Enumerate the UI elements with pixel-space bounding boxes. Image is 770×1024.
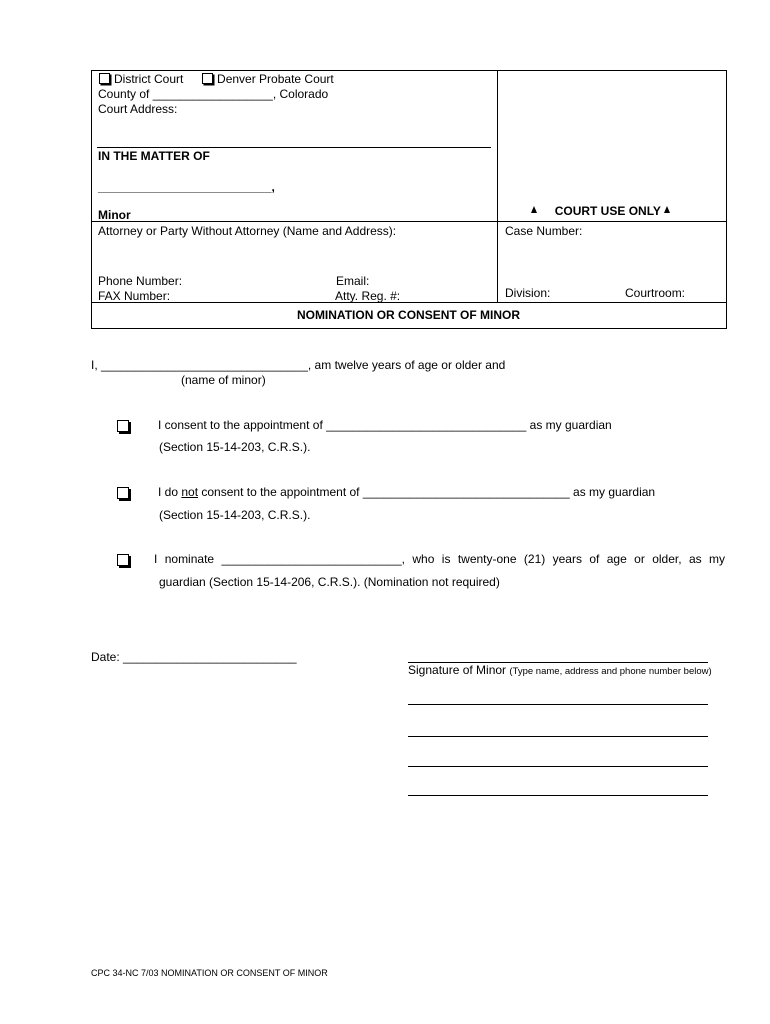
not-consent-option-line2: (Section 15-14-203, C.R.S.). <box>159 508 311 522</box>
county-line[interactable]: County of __________________, Colorado <box>98 87 329 101</box>
form-title: NOMINATION OR CONSENT OF MINOR <box>296 308 521 322</box>
matter-name-field[interactable]: __________________________, <box>98 180 275 194</box>
signature-note: (Type name, address and phone number below) <box>509 666 712 677</box>
not-emphasis: not <box>181 485 199 499</box>
name-line[interactable] <box>408 704 708 705</box>
up-arrow-icon <box>664 206 670 213</box>
court-address-label: Court Address: <box>98 102 178 116</box>
division-label: Division: <box>505 286 551 300</box>
signature-label: Signature of Minor (Type name, address and phone number below) <box>408 663 712 677</box>
atty-reg-label: Atty. Reg. #: <box>335 289 401 303</box>
not-consent-option-line1[interactable]: I do not consent to the appointment of _______________________________ as my guardian <box>158 485 656 499</box>
court-type-row <box>99 72 334 86</box>
caption-divider-vertical <box>497 70 498 302</box>
case-number-label: Case Number: <box>505 224 583 238</box>
consent-checkbox[interactable] <box>117 420 129 432</box>
email-label: Email: <box>336 274 370 288</box>
intro-caption: (name of minor) <box>181 373 266 387</box>
nominate-option-line1[interactable]: I nominate ___________________________, who is twenty-one (21) years of age or older, as my <box>154 552 725 566</box>
attorney-label: Attorney or Party Without Attorney (Name and Address): <box>98 224 397 238</box>
consent-option-line2: (Section 15-14-203, C.R.S.). <box>159 440 311 454</box>
address-line-2[interactable] <box>408 766 708 767</box>
court-address-line <box>97 147 491 148</box>
caption-divider-row1 <box>91 221 726 222</box>
fax-number-label: FAX Number: <box>98 289 171 303</box>
footer-form-id: CPC 34-NC 7/03 NOMINATION OR CONSENT OF MINOR <box>91 968 328 978</box>
caption-divider-row2 <box>91 302 726 303</box>
minor-label: Minor <box>98 208 131 222</box>
in-the-matter-of-heading: IN THE MATTER OF <box>98 149 210 163</box>
nominate-checkbox[interactable] <box>117 554 129 566</box>
court-use-only-label: COURT USE ONLY <box>531 204 670 218</box>
not-consent-checkbox[interactable] <box>117 487 129 499</box>
date-field[interactable]: Date: __________________________ <box>91 650 297 664</box>
up-arrow-icon <box>531 206 537 213</box>
denver-probate-court-label: Denver Probate Court <box>217 72 334 86</box>
courtroom-label: Courtroom: <box>625 286 686 300</box>
consent-option-line1[interactable]: I consent to the appointment of ______________________________ as my guardian <box>158 418 612 432</box>
address-line-1[interactable] <box>408 736 708 737</box>
district-court-label: District Court <box>114 72 184 86</box>
nominate-option-line2: guardian (Section 15-14-206, C.R.S.). (Nomination not required) <box>159 575 500 589</box>
denver-probate-court-checkbox[interactable] <box>202 73 213 84</box>
district-court-checkbox[interactable] <box>99 73 110 84</box>
intro-line[interactable]: I, _______________________________, am twelve years of age or older and <box>91 358 506 372</box>
phone-number-label: Phone Number: <box>98 274 183 288</box>
phone-line[interactable] <box>408 795 708 796</box>
